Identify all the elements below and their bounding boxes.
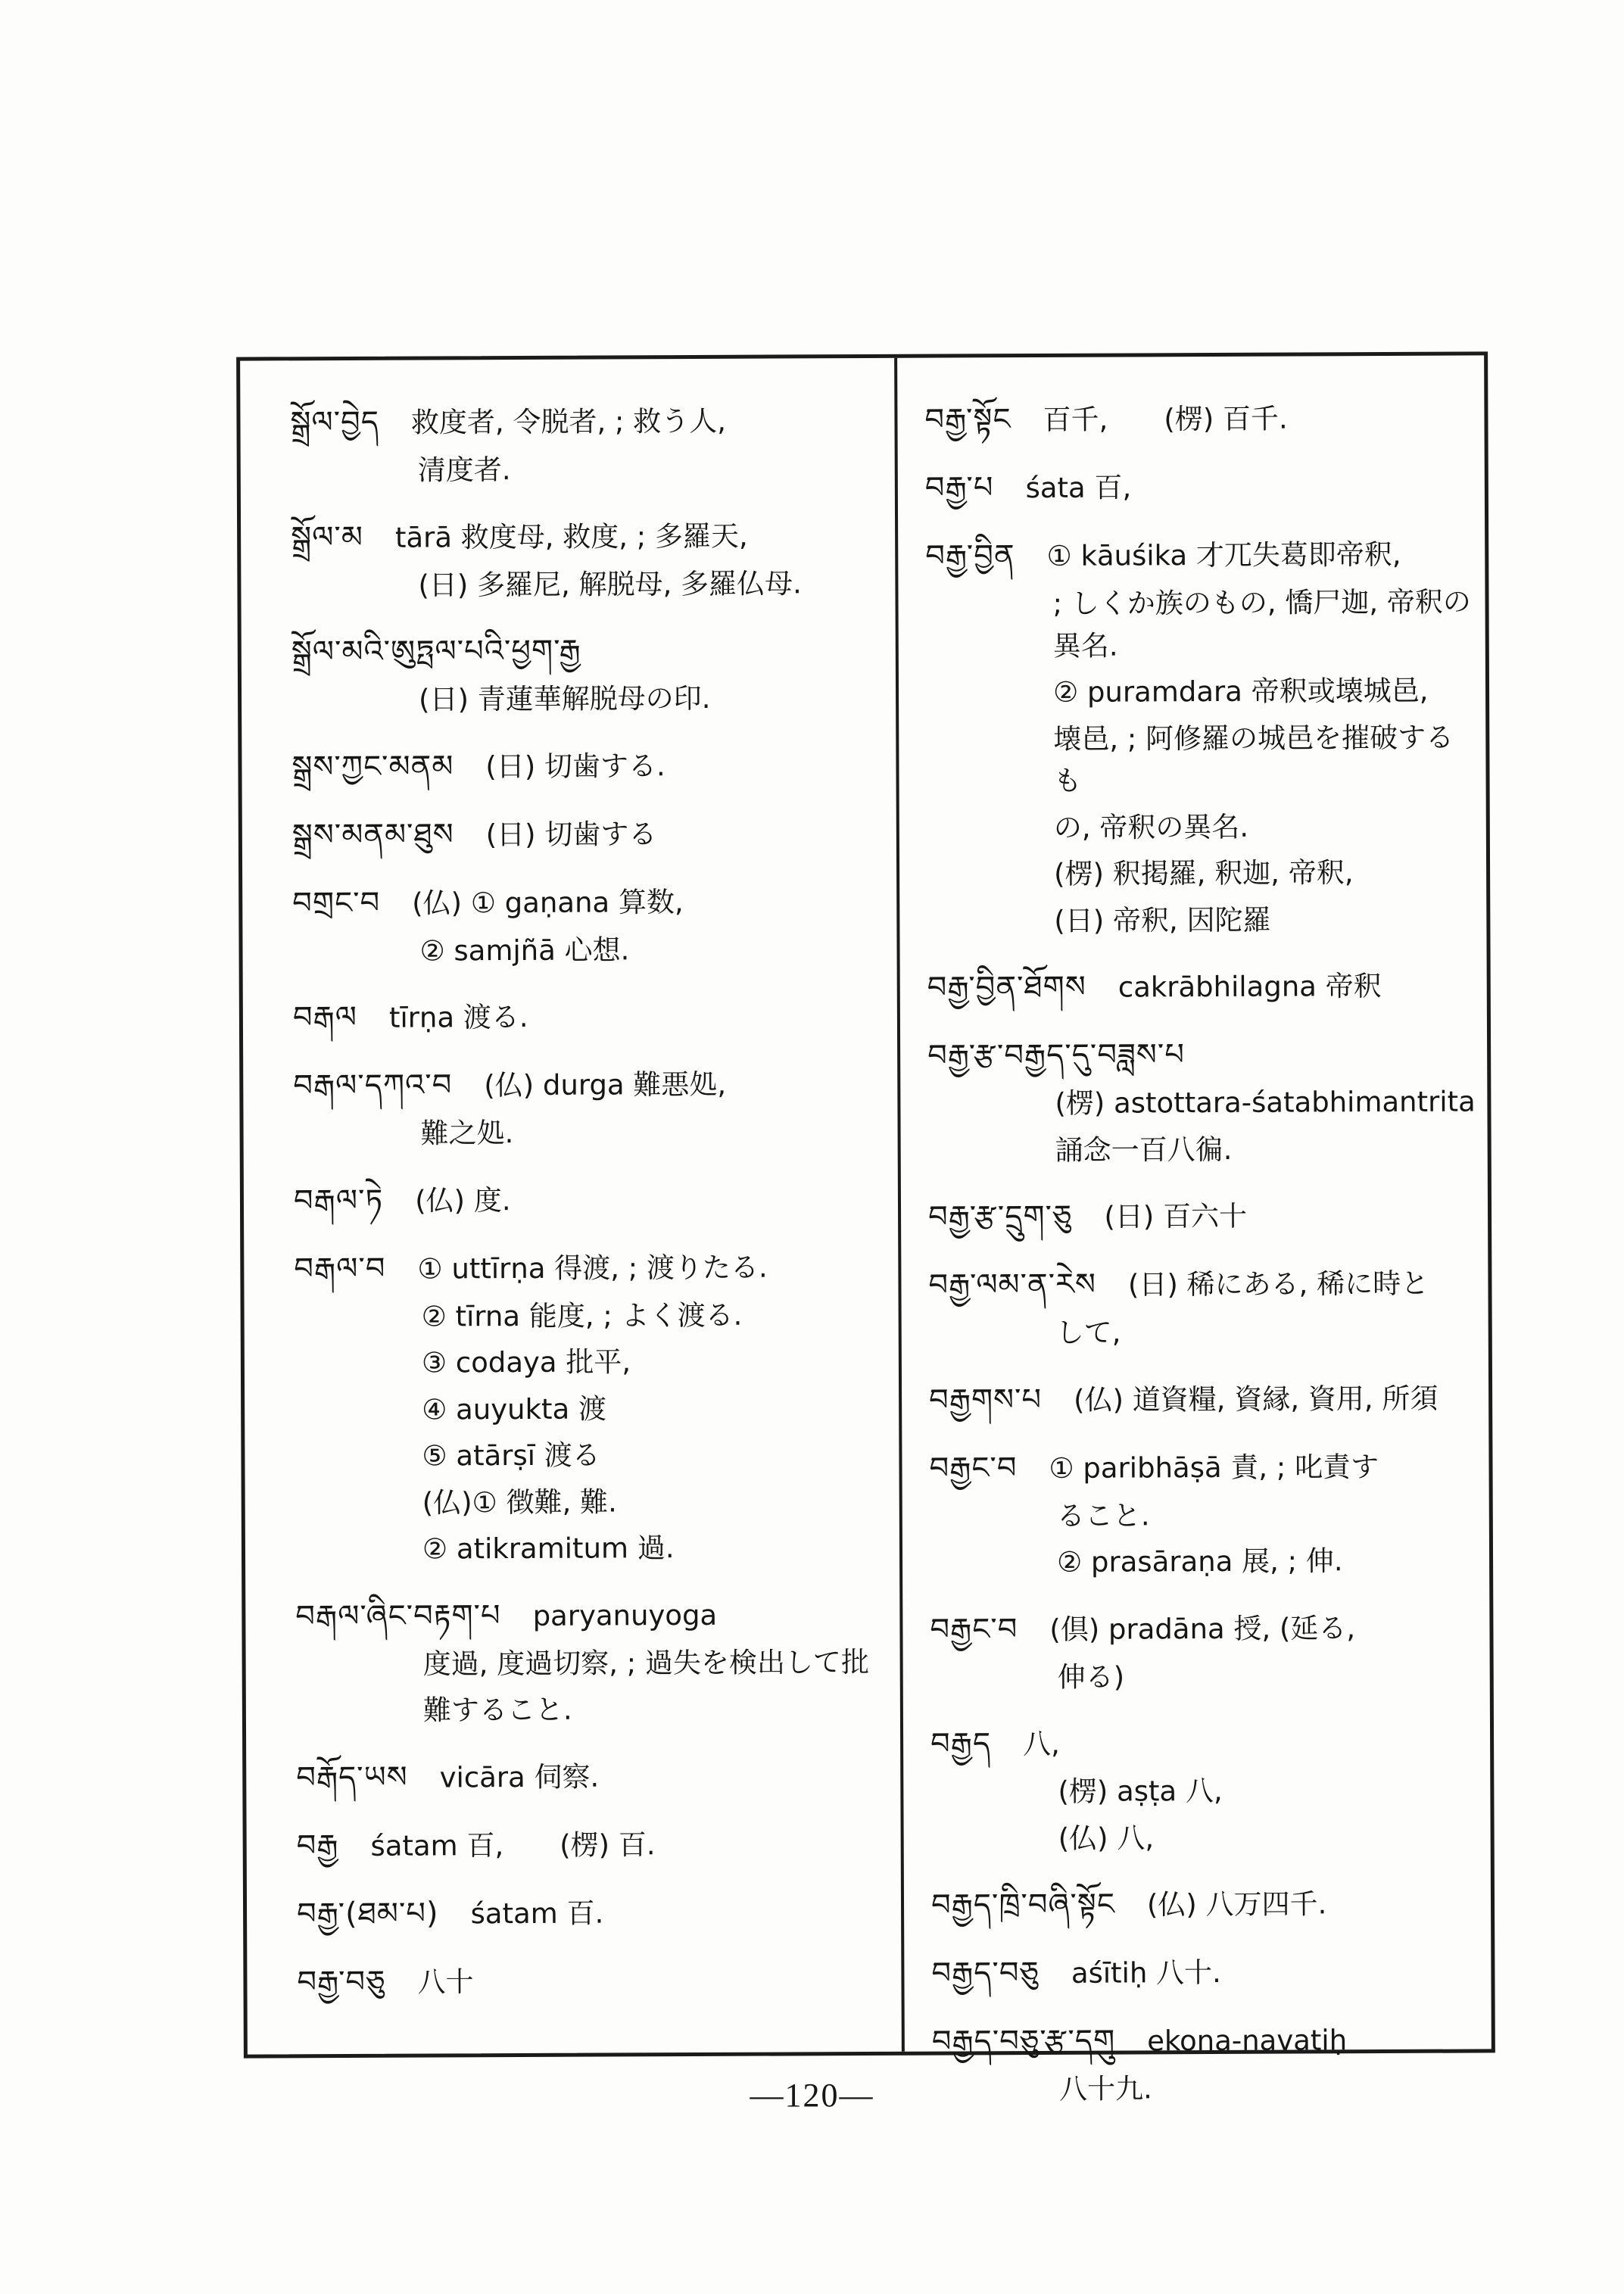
- tibetan-headword: བརྒལ་བ: [294, 1251, 386, 1286]
- entry-definition: (仏) ① gaṇana 算数,: [412, 885, 684, 920]
- dictionary-entry: [929, 1375, 1478, 1423]
- entry-definition: śatam 百.: [470, 1897, 604, 1930]
- entry-body: [930, 1654, 1479, 1699]
- entry-definition: tārā 救度母, 救度, ; 多羅天,: [394, 519, 748, 554]
- tibetan-headword: བརྒྱ་རྩ་བརྒྱད་དུ་བཟླས་པ: [927, 1037, 1186, 1074]
- entry-body: [929, 1310, 1478, 1354]
- entry-definition: 八十: [417, 1965, 474, 1999]
- entry-body: [292, 855, 883, 857]
- entry-definition: ること.: [1056, 1498, 1150, 1532]
- tibetan-headword: བརྒལ་ཏེ: [293, 1183, 384, 1218]
- dictionary-entry: [295, 1591, 887, 1731]
- tibetan-headword: བརྒྱ: [296, 1828, 339, 1863]
- entry-definition: (日) 切歯する.: [485, 749, 665, 783]
- entry-body: [927, 1008, 1476, 1010]
- tibetan-headword: བརྒྱད་བཅུ་རྩ་དགུ: [931, 2023, 1116, 2059]
- entry-body: [297, 1934, 887, 1936]
- entry-definition: tīrṇa 渡る.: [388, 1000, 528, 1034]
- entry-body: [291, 562, 881, 606]
- dictionary-entry: [297, 1888, 887, 1936]
- entry-body: [295, 1293, 887, 1570]
- entry-body: [296, 1641, 887, 1731]
- entry-definition: して,: [1055, 1316, 1121, 1349]
- entry-body: [930, 1769, 1480, 1859]
- entry-definition: (仏) 八万四千.: [1146, 1887, 1327, 1922]
- entry-definition: (楞) astottara-śatabhimantrita: [1055, 1085, 1476, 1120]
- entry-definition: (仏) durga 難悪処,: [484, 1068, 727, 1102]
- column-right: [897, 355, 1492, 2105]
- entry-definition: 救度者, 令脱者, ; 救う人,: [410, 404, 727, 439]
- entry-definition: (仏) 道資糧, 資縁, 資用, 所須: [1074, 1382, 1439, 1417]
- entry-definition: (日) 多羅尼, 解脱母, 多羅仏母.: [418, 566, 802, 602]
- dictionary-entry: [293, 993, 884, 1040]
- page-number: —120—: [750, 2077, 874, 2114]
- dictionary-entry: [291, 627, 883, 722]
- entry-definition: ② prasāraṇa 展, ; 伸.: [1056, 1544, 1343, 1579]
- entry-definition: paryanuyoga: [532, 1598, 718, 1632]
- entry-definition: の, 帝釈の異名.: [1053, 810, 1249, 844]
- tibetan-headword: སྒྲས་མནམ་ཐུས: [291, 816, 454, 852]
- entry-body: [292, 787, 883, 789]
- dictionary-entry: [294, 1175, 884, 1223]
- entry-definition: 難之処.: [420, 1117, 514, 1150]
- entry-body: [291, 677, 882, 722]
- entry-definition: ⑤ atārṣī 渡る: [422, 1438, 600, 1473]
- entry-definition: ekona-navatiḥ: [1147, 2024, 1348, 2058]
- entry-definition: ① uttīrṇa 得渡, ; 渡りたる.: [417, 1251, 768, 1286]
- entry-body: [294, 1220, 884, 1223]
- entry-body: [928, 1237, 1477, 1239]
- entry-body: [929, 1420, 1478, 1423]
- entry-definition: (日) 百六十: [1104, 1199, 1248, 1233]
- tibetan-headword: བརྒྱ་བྱིན: [925, 538, 1015, 574]
- dictionary-entry: [928, 1192, 1477, 1239]
- tibetan-headword: བརྒྱ་ལམ་ན་རེས: [928, 1267, 1097, 1303]
- dictionary-entry: [297, 1820, 887, 1868]
- entry-definition: (仏)① 徴難, 難.: [422, 1485, 617, 1519]
- entry-definition: ① paribhāṣā 責, ; 叱責す: [1049, 1450, 1379, 1485]
- entry-definition: 誦念一百八徧.: [1055, 1133, 1233, 1167]
- dictionary-entry: [931, 1880, 1480, 1928]
- entry-definition: (仏) 度.: [415, 1183, 511, 1217]
- tibetan-headword: བརྒྱ་བཅུ: [297, 1964, 386, 1999]
- dictionary-entry: [927, 1030, 1477, 1171]
- entry-definition: (日) 帝釈, 因陀羅: [1054, 903, 1271, 937]
- dictionary-entry: [924, 394, 1473, 442]
- entry-definition: 清度者.: [417, 454, 511, 487]
- dictionary-entry: [290, 397, 881, 492]
- entry-body: [925, 440, 1474, 442]
- tibetan-headword: སྒྲས་ཀྱང་མནམ: [291, 748, 454, 784]
- tibetan-headword: བརྒྱགས་པ: [929, 1382, 1043, 1418]
- entry-definition: (楞) 釈掲羅, 釈迦, 帝釈,: [1054, 856, 1354, 890]
- entry-body: [292, 927, 883, 972]
- tibetan-headword: བརྒལ་དཀའ་བ: [293, 1068, 453, 1104]
- dictionary-entry: [925, 463, 1474, 510]
- tibetan-headword: བརྒྱ་རྩ་དྲུག་ཅུ: [927, 1198, 1073, 1235]
- tibetan-headword: བརྒྱད་ཁྲི་བཞི་སྟོང: [930, 1887, 1116, 1923]
- entry-definition: śatam 百, (楞) 百.: [370, 1828, 656, 1862]
- dictionary-entry: [296, 1752, 887, 1800]
- dictionary-entry: [293, 1061, 884, 1155]
- entry-definition: ; しくか族のもの, 憍尸迦, 帝釈の異名.: [1052, 585, 1471, 662]
- dictionary-entry: [292, 809, 883, 857]
- dictionary-entry: [929, 1443, 1479, 1584]
- tibetan-headword: བརྒྱ་(ཐམ་པ): [296, 1895, 439, 1931]
- entry-definition: śata 百,: [1025, 471, 1132, 505]
- entry-definition: (日) 稀にある, 稀に時と: [1127, 1267, 1429, 1301]
- entry-definition: 度過, 度過切察, ; 過失を検出して批: [422, 1645, 870, 1681]
- entry-definition: (日) 青蓮華解脱母の印.: [418, 681, 711, 716]
- entry-definition: ④ auyukta 渡: [422, 1392, 607, 1426]
- entry-body: [291, 447, 881, 492]
- tibetan-headword: སྒྲོལ་མ: [291, 519, 363, 555]
- entry-body: [296, 1797, 887, 1800]
- dictionary-entry: [292, 877, 884, 972]
- entry-body: [293, 1111, 884, 1155]
- entry-definition: 八十九.: [1059, 2072, 1152, 2105]
- dictionary-entry: [291, 741, 882, 789]
- entry-definition: ③ codaya 批平,: [421, 1345, 631, 1379]
- entry-definition: ② puramdara 帝釈或壊城邑,: [1052, 674, 1429, 709]
- entry-definition: 伸る): [1057, 1660, 1125, 1694]
- entry-definition: 八,: [1022, 1727, 1060, 1761]
- dictionary-entry: [925, 531, 1476, 942]
- entry-body: [925, 508, 1474, 510]
- entry-body: [930, 1493, 1479, 1584]
- entry-definition: (楞) aṣṭa 八,: [1058, 1774, 1223, 1808]
- dictionary-entry: [928, 1260, 1478, 1354]
- entry-definition: ② tīrna 能度, ; よく渡る.: [421, 1298, 743, 1333]
- tibetan-headword: བརྒྱང་བ: [929, 1450, 1018, 1486]
- dictionary-entry: [297, 1956, 887, 2004]
- entry-definition: aśītiḥ 八十.: [1071, 1956, 1221, 1990]
- entry-body: [293, 1038, 884, 1040]
- entry-body: [931, 1925, 1480, 1928]
- tibetan-headword: སྒྲོལ་བྱེད: [290, 404, 380, 441]
- tibetan-headword: བརྒལ: [292, 999, 358, 1036]
- entry-definition: (倶) pradāna 授, (延る,: [1049, 1611, 1356, 1646]
- dictionary-entry: [291, 512, 882, 606]
- dictionary-entry: [930, 1604, 1479, 1699]
- entry-definition: ① kāuśika 才兀失葛即帝釈,: [1046, 538, 1401, 572]
- entry-body: [298, 2002, 888, 2004]
- dictionary-entry: [930, 1719, 1480, 1859]
- entry-definition: 壊邑, ; 阿修羅の城邑を摧破するも: [1053, 721, 1454, 797]
- dictionary-entry: [294, 1243, 886, 1570]
- entry-definition: (日) 切歯する: [485, 817, 657, 851]
- entry-definition: ② samjñā 心想.: [419, 933, 630, 968]
- entry-definition: 難すること.: [422, 1693, 572, 1727]
- dictionary-entry: [927, 962, 1476, 1010]
- tibetan-headword: བརྒྱད: [930, 1726, 992, 1762]
- entry-body: [297, 1865, 887, 1868]
- tibetan-headword: བརྒལ་ཞིང་བརྟག་པ: [295, 1597, 501, 1634]
- entry-definition: vicāra 伺察.: [439, 1760, 600, 1794]
- entry-definition: 百千, (楞) 百千.: [1043, 402, 1288, 436]
- dictionary-entry: [931, 1948, 1480, 1996]
- tibetan-headword: བརྒྱད་བཅུ: [931, 1956, 1040, 1991]
- entry-body: [925, 581, 1476, 942]
- entry-body: [927, 1080, 1477, 1171]
- tibetan-headword: བགྲང་བ: [292, 885, 381, 921]
- entry-definition: ② atikramitum 過.: [422, 1532, 675, 1566]
- column-left: [240, 358, 905, 2055]
- tibetan-headword: སྒྲོལ་མའི་ཨུཏྤལ་པའི་ཕྱག་རྒྱ: [291, 633, 581, 670]
- entry-definition: (仏) 八,: [1058, 1821, 1155, 1855]
- entry-definition: cakrābhilagna 帝釈: [1117, 970, 1382, 1004]
- entry-body: [932, 1993, 1481, 1996]
- tibetan-headword: བརྒྱ་པ: [924, 470, 994, 506]
- tibetan-headword: བརྒོད་ཡས: [296, 1759, 408, 1795]
- tibetan-headword: བརྒྱ་སྟོང: [924, 402, 1011, 438]
- tibetan-headword: བརྒྱ་བྱིན་ཐོགས: [927, 969, 1086, 1005]
- tibetan-headword: བརྒྱང་བ: [930, 1611, 1018, 1647]
